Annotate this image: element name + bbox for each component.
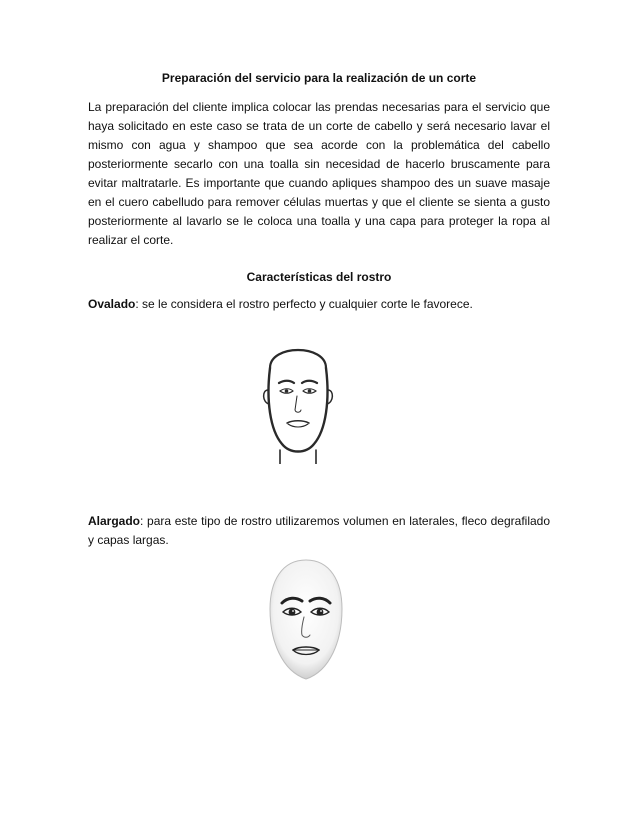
section-title-preparacion: Preparación del servicio para la realización de un corte bbox=[161, 71, 477, 85]
alargado-term: Alargado bbox=[88, 514, 141, 528]
elongated-face-illustration bbox=[258, 557, 354, 687]
alargado-text: : para este tipo de rostro utilizaremos volumen en laterales, fleco degrafilado y capas largas. bbox=[88, 514, 550, 547]
ovalado-term: Ovalado bbox=[88, 297, 136, 311]
section-title-caracteristicas: Características del rostro bbox=[246, 270, 392, 284]
ovalado-text: : se le considera el rostro perfecto y cualquier corte le favorece. bbox=[135, 297, 473, 311]
ovalado-description bbox=[88, 295, 550, 314]
alargado-description bbox=[88, 512, 550, 550]
preparacion-paragraph: La preparación del cliente implica colocar las prendas necesarias para el servicio que haya solicitado en este caso se trata de un corte de cabello y será necesario lavar el mismo con agua y shampoo que sea acorde con la problemática del cabello posteriormente secarlo con una toalla sin necesidad de hacerlo bruscamente para evitar maltratarle. Es importante que cuando apliques shampoo des un suave masaje en el cuero cabelludo para remover células muertas y que el cliente se sienta a gusto posteriormente al lavarlo se le coloca una toalla y una capa para proteger la ropa al realizar el corte. bbox=[88, 100, 550, 247]
oval-face-illustration bbox=[252, 338, 344, 464]
